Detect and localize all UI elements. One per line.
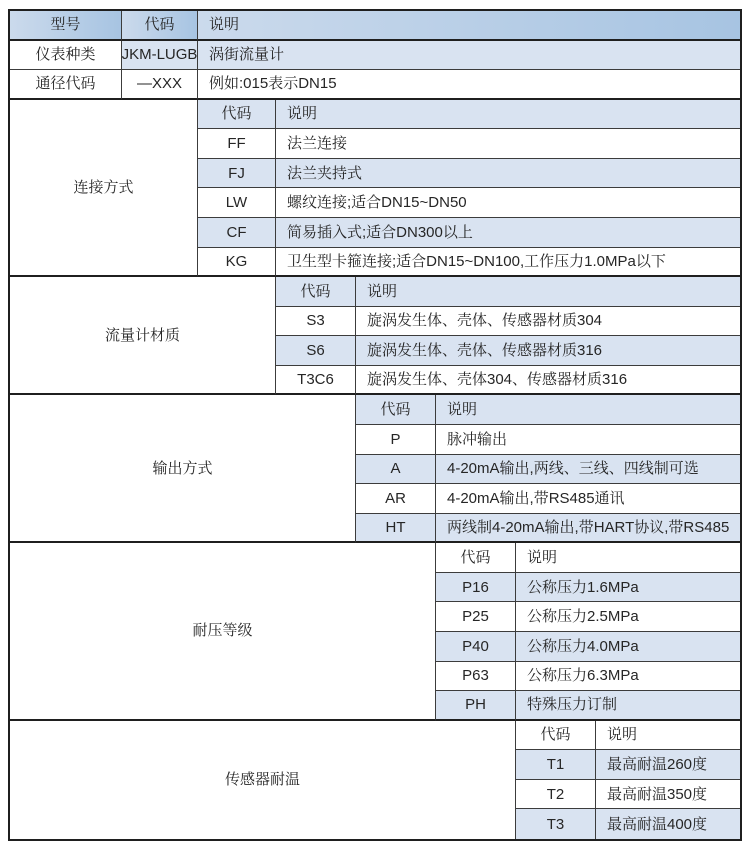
cell-code: T2 [516, 780, 596, 810]
cell-code: T1 [516, 750, 596, 780]
cell-desc-diameter-code: 例如:015表示DN15 [198, 70, 740, 100]
cell-desc: 最高耐温350度 [596, 780, 740, 810]
cell-desc: 卫生型卡箍连接;适合DN15~DN100,工作压力1.0MPa以下 [276, 248, 740, 278]
row-label-diameter-code: 通径代码 [10, 70, 122, 100]
nested-header-code: 代码 [516, 721, 596, 751]
cell-code: FF [198, 129, 276, 159]
cell-desc: 公称压力6.3MPa [516, 662, 740, 692]
spec-table [8, 9, 742, 841]
cell-desc: 旋涡发生体、壳体、传感器材质316 [356, 336, 740, 366]
cell-code: KG [198, 248, 276, 278]
nested-header-code: 代码 [356, 395, 436, 425]
nested-header-code: 代码 [276, 277, 356, 307]
cell-code: P16 [436, 573, 516, 603]
cell-desc: 最高耐温260度 [596, 750, 740, 780]
cell-desc: 最高耐温400度 [596, 809, 740, 839]
nested-header-desc: 说明 [516, 543, 740, 573]
row-label-instrument-type: 仪表种类 [10, 41, 122, 71]
cell-code: PH [436, 691, 516, 721]
section-label-material: 流量计材质 [10, 277, 276, 395]
cell-code: P40 [436, 632, 516, 662]
cell-desc: 4-20mA输出,带RS485通讯 [436, 484, 740, 514]
section-label-connection: 连接方式 [10, 100, 198, 277]
section-label-pressure: 耐压等级 [10, 543, 436, 720]
cell-desc: 简易插入式;适合DN300以上 [276, 218, 740, 248]
cell-code: CF [198, 218, 276, 248]
cell-code: P [356, 425, 436, 455]
cell-desc: 4-20mA输出,两线、三线、四线制可选 [436, 455, 740, 485]
column-header-code: 代码 [122, 11, 198, 41]
cell-desc: 脉冲输出 [436, 425, 740, 455]
cell-code: P63 [436, 662, 516, 692]
cell-desc: 旋涡发生体、壳体304、传感器材质316 [356, 366, 740, 396]
nested-header-desc: 说明 [596, 721, 740, 751]
section-label-temperature: 传感器耐温 [10, 721, 516, 839]
cell-code: LW [198, 188, 276, 218]
cell-code: S3 [276, 307, 356, 337]
cell-code: S6 [276, 336, 356, 366]
nested-header-desc: 说明 [356, 277, 740, 307]
cell-code: FJ [198, 159, 276, 189]
nested-header-desc: 说明 [276, 100, 740, 130]
cell-code-diameter-code: —XXX [122, 70, 198, 100]
column-header-model: 型号 [10, 11, 122, 41]
cell-desc: 两线制4-20mA输出,带HART协议,带RS485 [436, 514, 740, 544]
cell-desc: 公称压力2.5MPa [516, 602, 740, 632]
cell-code: AR [356, 484, 436, 514]
cell-code: A [356, 455, 436, 485]
nested-header-code: 代码 [436, 543, 516, 573]
cell-code: T3 [516, 809, 596, 839]
column-header-desc: 说明 [198, 11, 740, 41]
cell-desc: 特殊压力订制 [516, 691, 740, 721]
nested-header-desc: 说明 [436, 395, 740, 425]
cell-desc: 公称压力1.6MPa [516, 573, 740, 603]
cell-code: HT [356, 514, 436, 544]
cell-code-instrument-type: JKM-LUGB [122, 41, 198, 71]
cell-code: T3C6 [276, 366, 356, 396]
cell-desc-instrument-type: 涡街流量计 [198, 41, 740, 71]
cell-desc: 法兰连接 [276, 129, 740, 159]
cell-code: P25 [436, 602, 516, 632]
cell-desc: 法兰夹持式 [276, 159, 740, 189]
cell-desc: 旋涡发生体、壳体、传感器材质304 [356, 307, 740, 337]
cell-desc: 公称压力4.0MPa [516, 632, 740, 662]
nested-header-code: 代码 [198, 100, 276, 130]
cell-desc: 螺纹连接;适合DN15~DN50 [276, 188, 740, 218]
section-label-output: 输出方式 [10, 395, 356, 543]
